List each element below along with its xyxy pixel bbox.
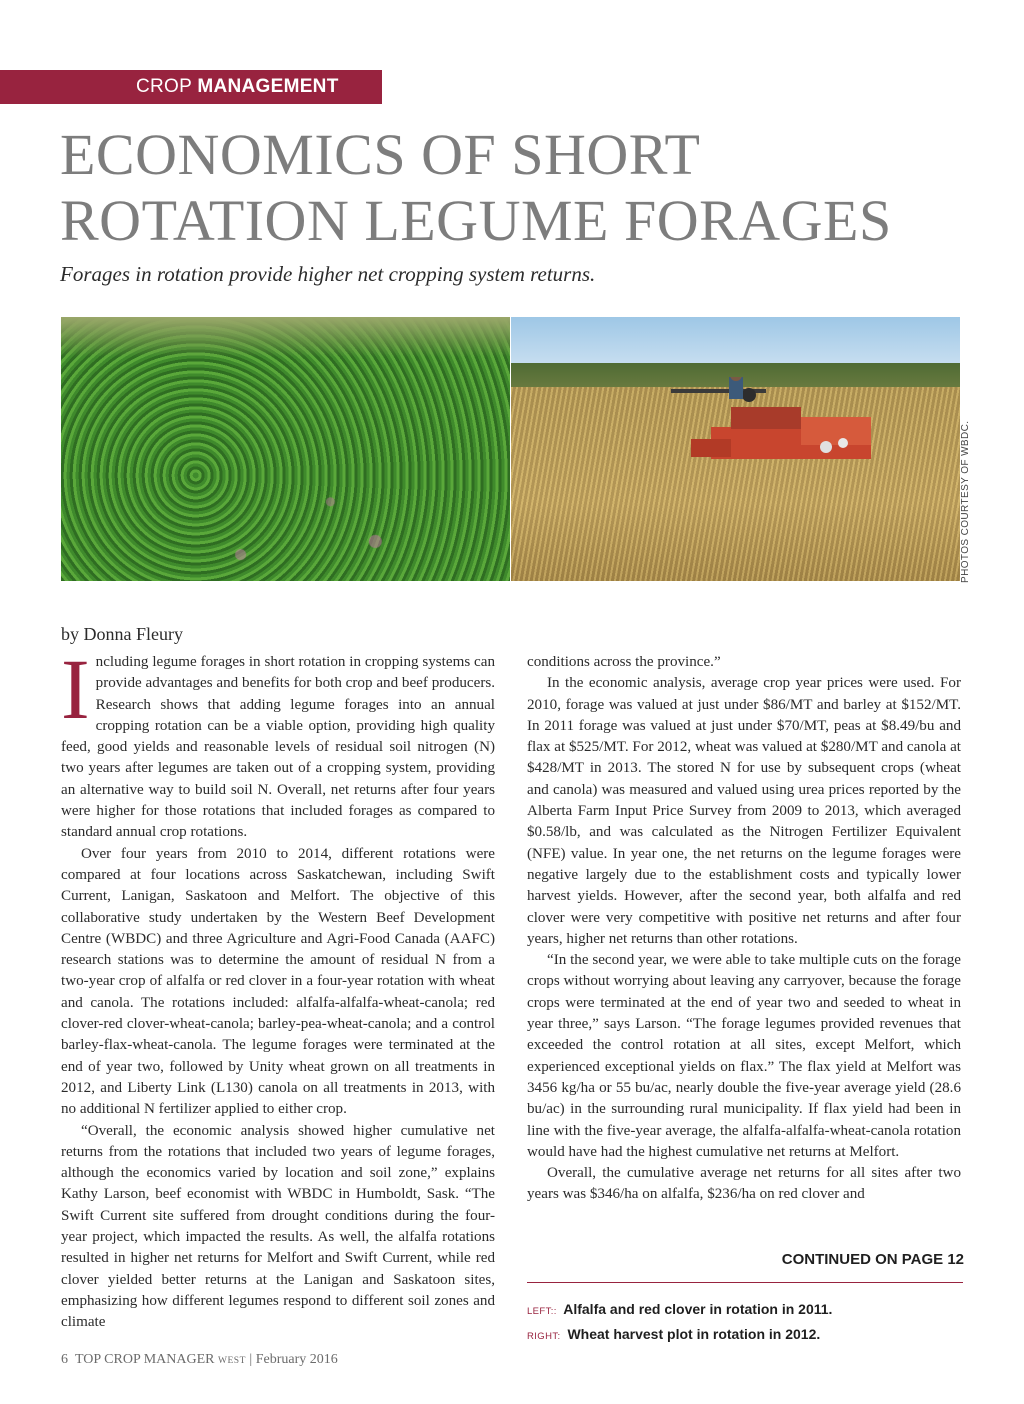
section-label-light: CROP (136, 76, 198, 97)
photo-credit-text: PHOTOS COURTESY OF WBDC. (960, 420, 971, 583)
photo-left-haze (61, 317, 510, 357)
paragraph (61, 641, 495, 844)
headline-line-1: ECONOMICS OF SHORT (60, 122, 701, 187)
article-column-right (527, 652, 961, 1206)
paragraph: Overall, the cumulative average net returns for all sites after two years was $346/ha on alfalfa, $236/ha on red clover and (527, 1165, 961, 1203)
caption-divider (527, 1282, 963, 1283)
magazine-name: TOP CROP MANAGER (75, 1352, 215, 1367)
caption-right-label: RIGHT: (527, 1331, 561, 1342)
section-label (0, 70, 382, 104)
article-deck: Forages in rotation provide higher net cropping system returns. (60, 262, 596, 286)
combine-harvester-illustration (671, 377, 881, 472)
caption-right-text: Wheat harvest plot in rotation in 2012. (567, 1326, 821, 1342)
byline: by Donna Fleury (61, 624, 183, 644)
paragraph: Over four years from 2010 to 2014, different rotations were compared at four locations across Saskatchewan, including Swift Current, Lanigan, Saskatoon and Melfort. The objective of this collaborative study undertaken by the Western Beef Development Centre (WBDC) and three Agriculture and Agri-Food Canada (AAFC) research stations was to determine the amount of residual N from a two-year crop of alfalfa or red clover in a four-year rotation with wheat and canola. The rotations included: alfalfa-alfalfa-wheat-canola; red clover-red clover-wheat-canola; barley-pea-wheat-canola; and a control barley-flax-wheat-canola. The legume forages were terminated at the end of year two, followed by Unity wheat grown on all treatments in 2012, and Liberty Link (L130) canola on all treatments in 2013, with no additional N fertilizer applied to either crop. (61, 845, 495, 1118)
drop-cap: I (61, 641, 90, 737)
photo-credit (958, 420, 974, 585)
headline-line-2: ROTATION LEGUME FORAGES (60, 188, 892, 253)
caption-right (527, 1323, 963, 1348)
caption-left-text: Alfalfa and red clover in rotation in 2011. (563, 1301, 833, 1317)
page-number: 6 (61, 1352, 68, 1367)
paragraph: “In the second year, we were able to take multiple cuts on the forage crops without worrying about leaving any carryover, because the forage crops were terminated at the end of year two and seeded to wheat in year three,” says Larson. “The forage legumes provided revenues that exceeded the control rotation at all sites, except Melfort, which experienced exceptional yields on flax.” The flax yield at Melfort was 3456 kg/ha or 55 bu/ac, nearly double the five-year average yield (28.6 bu/ac) in the surrounding rural municipality. If flax yield had been in line with the five-year average, the alfalfa-alfalfa-wheat-canola rotation would have had the highest cumulative net returns at Melfort. (527, 952, 961, 1160)
paragraph-text: ncluding legume forages in short rotation in cropping systems can provide advantages and benefits for both crop and beef producers. Research shows that adding legume forages into an annual cropping rotation can be a viable option, providing high quality feed, good yields and reasonable levels of residual soil nitrogen (N) two years after legumes are taken out of a cropping system, providing an alternative way to build soil N. Overall, net returns after four years were higher for those rotations that included forages as compared to standard annual crop rotations. (61, 654, 495, 841)
issue-date: February 2016 (255, 1352, 338, 1367)
caption-left (527, 1298, 963, 1323)
article-column-left (61, 641, 495, 1334)
caption-left-label: LEFT:: (527, 1306, 557, 1317)
continued-link[interactable]: CONTINUED ON PAGE 12 (781, 1251, 964, 1268)
article-headline (60, 122, 980, 254)
footer-separator: | (249, 1352, 253, 1367)
paragraph: “Overall, the economic analysis showed higher cumulative net returns from the rotations that included two years of legume forages, although the economics varied by location and soil zone,” explains Kathy Larson, beef economist with WBDC in Humboldt, Sask. “The Swift Current site suffered from drought conditions during the four-year project, which impacted the results. As well, the alfalfa rotations resulted in higher net returns for Melfort and Swift Current, while red clover yielded better returns at the Lanigan and Saskatoon sites, emphasizing how different legumes respond to different soil zones and climate (61, 1122, 495, 1331)
photo-wheat-harvest (511, 317, 960, 581)
page-footer (61, 1352, 338, 1368)
paragraph: In the economic analysis, average crop year prices were used. For 2010, forage was valued at just under $86/MT and barley at $152/MT. In 2011 forage was valued at just under $70/MT, peas at $8.49/bu and flax at $525/MT. For 2012, wheat was valued at $280/MT and canola at $428/MT in 2013. The stored N for use by subsequent crops (wheat and canola) was measured and valued using urea prices reported by the Alberta Farm Input Price Survey from 2009 to 2013, which averaged $0.58/lb, and was calculated as the Nitrogen Fertilizer Equivalent (NFE) value. In year one, the net returns on the legume forages were negative largely due to the establishment costs and typically lower harvest yields. However, after the second year, both alfalfa and red clover were very competitive with positive net returns and after four years, higher net returns than other rotations. (527, 675, 961, 947)
photo-captions (527, 1298, 963, 1348)
section-label-bold: MANAGEMENT (197, 76, 339, 97)
paragraph: conditions across the province.” (527, 654, 721, 670)
photo-alfalfa-field (61, 317, 510, 581)
magazine-edition: WEST (218, 1356, 246, 1366)
